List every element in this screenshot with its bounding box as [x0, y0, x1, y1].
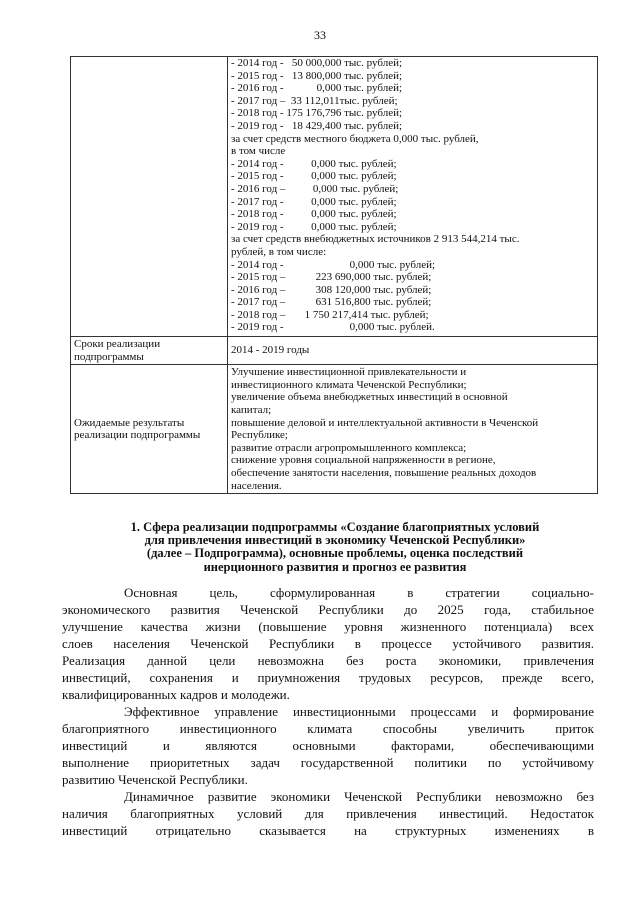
funding-line: - 2015 год – 223 690,000 тыс. рублей; [231, 271, 432, 284]
table-row [71, 57, 598, 337]
paragraph-line: благоприятного инвестиционного климата способны увеличить приток [62, 721, 594, 736]
expected-results-label: реализации подпрограммы [74, 429, 201, 442]
funding-line: - 2016 год – 0,000 тыс. рублей; [231, 182, 399, 195]
paragraph-line: инвестиций и являются основными факторами, обеспечивающими [62, 738, 594, 753]
funding-line: - 2015 год - 0,000 тыс. рублей; [231, 170, 397, 183]
expected-result-line: развитие отрасли агропромышленного комплекса; [231, 441, 467, 454]
section-heading [75, 521, 595, 574]
expected-result-line: обеспечение занятости населения, повышение реальных доходов [231, 467, 537, 479]
paragraph-line: Динамичное развитие экономики Чеченской Республики невозможно без [124, 789, 594, 804]
table-cell-label [71, 365, 228, 494]
funding-line: в том числе [231, 145, 286, 158]
funding-line: за счет средств внебюджетных источников 2 913 544,214 тыс. [231, 233, 520, 246]
funding-line: - 2018 год - 0,000 тыс. рублей; [231, 208, 397, 221]
implementation-period-label: подпрограммы [74, 350, 144, 363]
implementation-period-label: Сроки реализации [74, 338, 161, 351]
funding-line: - 2018 год – 1 750 217,414 тыс. рублей; [231, 308, 429, 321]
table-cell-label [71, 337, 228, 365]
funding-line: за счет средств местного бюджета 0,000 тыс. рублей, [231, 132, 479, 145]
paragraph [62, 584, 594, 703]
heading-line: инерционного развития и прогноз ее развития [203, 559, 467, 574]
table-cell-value [228, 365, 598, 494]
heading-line: 1. Сфера реализации подпрограммы «Создание благоприятных условий [130, 520, 540, 534]
table-cell-funding [228, 57, 598, 337]
paragraph-line: инвестиций, сохранения и приумножения трудовых ресурсов, прежде всего, [62, 670, 594, 685]
paragraph-line: Эффективное управление инвестиционными процессами и формирование [124, 704, 594, 719]
paragraph-line: квалифицированных кадров и молодежи. [62, 687, 290, 702]
expected-result-line: населения. [231, 479, 282, 492]
funding-line: - 2016 год - 0,000 тыс. рублей; [231, 82, 403, 95]
table-row [71, 337, 598, 365]
funding-line: - 2016 год – 308 120,000 тыс. рублей; [231, 283, 432, 296]
paragraph-line: экономического развития Чеченской Республики до 2025 года, стабильное [62, 602, 594, 617]
funding-line: - 2015 год - 13 800,000 тыс. рублей; [231, 69, 403, 82]
paragraph-line: Реализация данной цели невозможна без роста экономики, привлечения [62, 653, 594, 668]
expected-result-line: увеличение объема внебюджетных инвестиций в основной [231, 391, 508, 404]
funding-line: - 2019 год - 0,000 тыс. рублей; [231, 220, 397, 233]
funding-line: - 2014 год - 50 000,000 тыс. рублей; [231, 57, 403, 69]
expected-result-line: инвестиционного климата Чеченской Республики; [231, 378, 467, 391]
paragraph-line: слоев населения Чеченской Республики в процессе устойчивого развития. [62, 636, 594, 651]
paragraph-line: выполнение приоритетных задач государственной политики по устойчивому [62, 755, 594, 770]
paragraph-line: развитию Чеченской Республики. [62, 772, 248, 787]
funding-line: - 2014 год - 0,000 тыс. рублей; [231, 157, 397, 170]
expected-result-line: снижение уровня социальной напряженности в регионе, [231, 454, 496, 467]
paragraph-line: наличия благоприятных условий для привлечения инвестиций. Недостаток [62, 806, 594, 821]
body-text [62, 584, 594, 839]
expected-result-line: Улучшение инвестиционной привлекательности и [231, 366, 467, 379]
funding-line: - 2018 год - 175 176,796 тыс. рублей; [231, 107, 403, 120]
table-row [71, 365, 598, 494]
funding-line: - 2017 год – 631 516,800 тыс. рублей; [231, 296, 432, 309]
table-cell-label [71, 57, 228, 337]
funding-line: - 2019 год - 18 429,400 тыс. рублей; [231, 119, 403, 132]
subprogram-passport-table [70, 56, 598, 494]
funding-line: рублей, в том числе: [231, 245, 327, 258]
expected-results-label: Ожидаемые результаты [74, 416, 185, 429]
paragraph-line: инвестиций отрицательно сказывается на структурных изменениях в [62, 823, 594, 838]
funding-line: - 2017 год – 33 112,011тыс. рублей; [231, 94, 398, 107]
implementation-period-value: 2014 - 2019 годы [231, 344, 310, 357]
expected-result-line: Республике; [231, 429, 288, 442]
paragraph [62, 788, 594, 839]
heading-line: (далее – Подпрограмма), основные проблемы, оценка последствий [146, 546, 524, 561]
paragraph-line: улучшение качества жизни (повышение уровня жизненного потенциала) всех [62, 619, 594, 634]
paragraph-line: Основная цель, сформулированная в стратегии социально- [124, 585, 594, 600]
expected-result-line: капитал; [231, 404, 272, 417]
funding-line: - 2019 год - 0,000 тыс. рублей. [231, 321, 435, 334]
heading-line: для привлечения инвестиций в экономику Чеченской Республики» [144, 533, 526, 548]
page-number: 33 [314, 28, 326, 42]
funding-line: - 2014 год - 0,000 тыс. рублей; [231, 258, 436, 271]
paragraph [62, 703, 594, 788]
expected-result-line: повышение деловой и интеллектуальной активности в Чеченской [231, 416, 539, 429]
funding-line: - 2017 год - 0,000 тыс. рублей; [231, 195, 397, 208]
table-cell-value [228, 337, 598, 365]
